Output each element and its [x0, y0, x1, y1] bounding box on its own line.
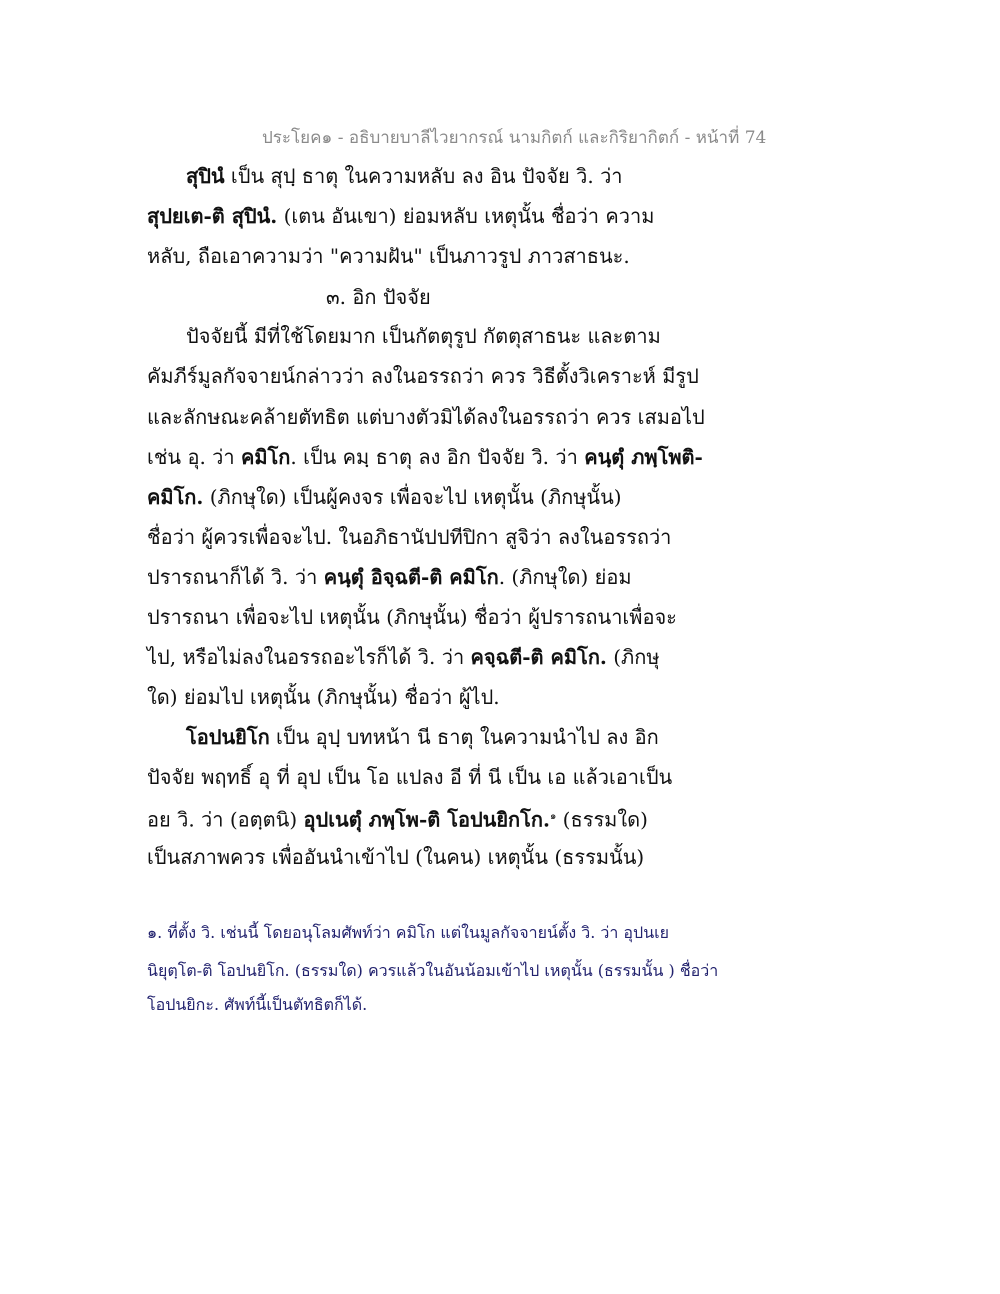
text-span: และลักษณะคล้ายตัทธิต แต่บางตัวมิได้ลงในอรรถว่า ควร เสมอไป [147, 405, 705, 429]
text-span: (ภิกษุใด) เป็นผู้คงจร เพื่อจะไป เหตุนั้น (ภิกษุนั้น) [203, 485, 622, 509]
bold-term: สุปยเต-ติ สุปินํ. [147, 204, 278, 228]
footnote-marker: ๑ [549, 811, 557, 822]
text-span: ปรารถนา เพื่อจะไป เหตุนั้น (ภิกษุนั้น) ชื่อว่า ผู้ปรารถนาเพื่อจะ [147, 605, 677, 629]
text-span: . (ภิกษุใด) ย่อม [498, 565, 632, 589]
text-span: เป็น สุปฺ ธาตุ ในความหลับ ลง อิน ปัจจัย วิ. ว่า [224, 164, 623, 188]
bold-term: คมิโก [240, 445, 291, 469]
text-span: ปัจจัยนี้ มีที่ใช้โดยมาก เป็นกัตตุรูป กัตตุสาธนะ และตาม [186, 324, 661, 348]
text-line [186, 724, 659, 750]
text-line [147, 444, 703, 470]
footnote-line: โอปนยิกะ. ศัพท์นี้เป็นตัทธิตก็ได้. [147, 995, 368, 1014]
text-span: ไป, หรือไม่ลงในอรรถอะไรก็ได้ วิ. ว่า [147, 645, 471, 669]
text-line [147, 484, 622, 510]
text-span: ปรารถนาก็ได้ วิ. ว่า [147, 565, 324, 589]
text-line [147, 684, 500, 710]
text-span: (เตน อันเขา) ย่อมหลับ เหตุนั้น ชื่อว่า ความ [277, 204, 655, 228]
text-line [147, 604, 677, 630]
text-span: ใด) ย่อมไป เหตุนั้น (ภิกษุนั้น) ชื่อว่า ผู้ไป. [147, 685, 500, 709]
footnote-line: ๑. ที่ตั้ง วิ. เช่นนี้ โดยอนุโลมศัพท์ว่า คมิโก แต่ในมูลกัจจายน์ตั้ง วิ. ว่า อุปนเย [147, 923, 669, 942]
text-line [186, 323, 661, 349]
text-span: ชื่อว่า ผู้ควรเพื่อจะไป. ในอภิธานัปปทีปิกา สูจิว่า ลงในอรรถว่า [147, 525, 672, 549]
text-span: คัมภีร์มูลกัจจายน์กล่าวว่า ลงในอรรถว่า ควร วิธีตั้งวิเคราะห์ มีรูป [147, 364, 699, 388]
bold-term: อุปเนตุํ ภพฺโพ-ติ โอปนยิกโก. [303, 807, 550, 832]
text-line [147, 243, 630, 269]
text-span: . เป็น คมฺ ธาตุ ลง อิก ปัจจัย วิ. ว่า [290, 445, 585, 469]
text-span: (ธรรมใด) [556, 807, 648, 832]
text-line [147, 564, 632, 590]
text-line [186, 163, 623, 189]
text-line [147, 844, 644, 870]
text-line [147, 524, 671, 550]
text-line [326, 284, 431, 310]
bold-term: คจฺฉตี-ติ คมิโก. [470, 645, 607, 669]
text-span: เป็น อุปฺ บทหน้า นี ธาตุ ในความนำไป ลง อิก [269, 725, 659, 749]
bold-term: คมิโก. [147, 485, 204, 509]
text-span: ๓. อิก ปัจจัย [326, 285, 431, 309]
text-span: ปัจจัย พฤทธิ์ อุ ที่ อุป เป็น โอ แปลง อี ที่ นี เป็น เอ แล้วเอาเป็น [147, 765, 673, 789]
text-line [147, 404, 705, 430]
text-span: (ภิกษุ [606, 645, 660, 669]
text-span: เช่น อุ. ว่า [147, 445, 241, 469]
text-span: เป็นสภาพควร เพื่ออันนำเข้าไป (ในคน) เหตุนั้น (ธรรมนั้น) [147, 845, 645, 869]
footnote-line: นิยุตฺโต-ติ โอปนยิโก. (ธรรมใด) ควรแล้วในอันน้อมเข้าไป เหตุนั้น (ธรรมนั้น ) ชื่อว่า [147, 961, 719, 980]
text-span: หลับ, ถือเอาความว่า "ความฝัน" เป็นภาวรูป ภาวสาธนะ. [147, 244, 630, 268]
text-line [147, 804, 648, 833]
text-line [147, 203, 654, 229]
text-span: อย วิ. ว่า (อตฺตนิ) [147, 807, 304, 832]
bold-term: โอปนยิโก [186, 725, 270, 749]
bold-term: คนฺตุํ ภพฺโพติ- [584, 445, 703, 469]
text-line [147, 644, 660, 670]
page-header: ประโยค๑ - อธิบายบาลีไวยากรณ์ นามกิตก์ และกิริยากิตก์ - หน้าที่ 74 [262, 128, 767, 148]
bold-term: สุปินํ [186, 164, 225, 188]
text-line [147, 764, 672, 790]
bold-term: คนฺตุํ อิจฺฉตี-ติ คมิโก [323, 565, 499, 589]
text-line [147, 363, 699, 389]
